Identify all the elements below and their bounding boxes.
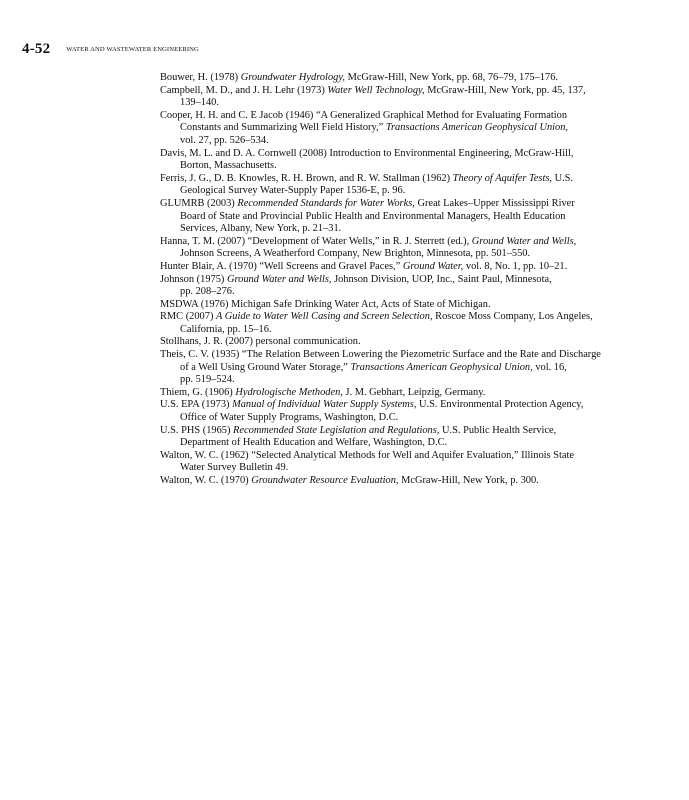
reference-text: Geological Survey Water-Supply Paper 1536-E, p. 96. bbox=[180, 185, 406, 197]
reference-text: Cooper, H. H. and C. E Jacob (1946) “A Generalized Graphical Method for Evaluating Formation bbox=[160, 109, 568, 121]
reference-text: GLUMRB (2003) bbox=[160, 197, 238, 209]
reference-text: MSDWA (1976) Michigan Safe Drinking Water Act, Acts of State of Michigan. bbox=[160, 298, 491, 310]
reference-entry bbox=[160, 261, 640, 274]
reference-text: pp. 519–524. bbox=[180, 374, 235, 386]
reference-text: McGraw-Hill, New York, pp. 45, 137, bbox=[424, 84, 586, 96]
reference-entry bbox=[160, 387, 640, 400]
reference-text: Davis, M. L. and D. A. Cornwell (2008) Introduction to Environmental Engineering, McGraw-Hill, bbox=[160, 147, 574, 159]
reference-entry bbox=[160, 450, 640, 475]
reference-text: McGraw-Hill, New York, p. 300. bbox=[398, 475, 539, 486]
reference-title: Transactions American Geophysical Union, bbox=[385, 122, 569, 134]
reference-title: Ground Water and Wells, bbox=[226, 273, 332, 285]
reference-entry bbox=[160, 236, 640, 261]
reference-entry bbox=[160, 110, 640, 148]
reference-title: Manual of Individual Water Supply Systems, bbox=[232, 399, 417, 411]
reference-text: U.S. bbox=[551, 172, 574, 184]
reference-text: J. M. Gebhart, Leipzig, Germany. bbox=[342, 386, 486, 398]
reference-text: Thiem, G. (1906) bbox=[160, 386, 236, 398]
reference-text: vol. 27, pp. 526–534. bbox=[180, 134, 269, 146]
reference-text: Johnson Screens, A Weatherford Company, New Brighton, Minnesota, pp. 501–550. bbox=[180, 248, 531, 260]
running-head: WATER AND WASTEWATER ENGINEERING bbox=[66, 46, 199, 53]
reference-entry bbox=[160, 274, 640, 299]
reference-entry bbox=[160, 198, 640, 236]
reference-text: Department of Health Education and Welfare, Washington, D.C. bbox=[180, 437, 448, 449]
reference-entry bbox=[160, 311, 640, 336]
reference-entry bbox=[160, 349, 640, 387]
reference-text: Services, Albany, New York, p. 21–31. bbox=[180, 223, 342, 235]
reference-title: Hydrologische Methoden, bbox=[235, 386, 343, 398]
page-header bbox=[22, 40, 199, 58]
reference-text: Stollhans, J. R. (2007) personal communication. bbox=[160, 336, 361, 348]
reference-text: Board of State and Provincial Public Health and Environmental Managers, Health Education bbox=[180, 210, 566, 222]
reference-title: A Guide to Water Well Casing and Screen Selection, bbox=[216, 311, 433, 323]
reference-title: Recommended Standards for Water Works, bbox=[237, 197, 415, 209]
reference-text: McGraw-Hill, New York, pp. 68, 76–79, 175–176. bbox=[344, 72, 558, 83]
reference-text: Bouwer, H. (1978) bbox=[160, 72, 241, 83]
reference-text: vol. 16, bbox=[532, 361, 567, 373]
reference-text: Hanna, T. M. (2007) “Development of Water Wells,” in R. J. Sterrett (ed.), bbox=[160, 235, 472, 247]
reference-text: of a Well Using Ground Water Storage,” bbox=[180, 361, 351, 373]
reference-text: U.S. Environmental Protection Agency, bbox=[416, 399, 584, 411]
reference-text: Hunter Blair, A. (1970) “Well Screens and Gravel Paces,” bbox=[160, 260, 403, 272]
reference-entry bbox=[160, 475, 640, 488]
reference-title: Theory of Aquifer Tests, bbox=[452, 172, 552, 184]
reference-text: Constants and Summarizing Well Field History,” bbox=[180, 122, 386, 134]
reference-title: Ground Water, bbox=[402, 260, 464, 272]
reference-text: Office of Water Supply Programs, Washington, D.C. bbox=[180, 412, 399, 424]
reference-text: Borton, Massachusetts. bbox=[180, 160, 277, 172]
reference-text: U.S. EPA (1973) bbox=[160, 399, 233, 411]
reference-entry bbox=[160, 173, 640, 198]
reference-text: U.S. PHS (1965) bbox=[160, 424, 234, 436]
reference-text: Campbell, M. D., and J. H. Lehr (1973) bbox=[160, 84, 328, 96]
reference-title: Transactions American Geophysical Union, bbox=[350, 361, 533, 373]
reference-text: Ferris, J. G., D. B. Knowles, R. H. Brown, and R. W. Stallman (1962) bbox=[160, 172, 453, 184]
reference-text: RMC (2007) bbox=[160, 311, 216, 323]
reference-text: 139–140. bbox=[180, 97, 219, 109]
reference-entry bbox=[160, 425, 640, 450]
reference-text: Johnson Division, UOP, Inc., Saint Paul, Minnesota, bbox=[331, 273, 552, 285]
reference-title: Groundwater Hydrology, bbox=[240, 72, 345, 83]
reference-text: Great Lakes–Upper Mississippi River bbox=[414, 197, 575, 209]
reference-text: California, pp. 15–16. bbox=[180, 323, 272, 335]
reference-text: Roscoe Moss Company, Los Angeles, bbox=[432, 311, 593, 323]
reference-title: Groundwater Resource Evaluation, bbox=[251, 475, 399, 486]
reference-title: Recommended State Legislation and Regulations, bbox=[233, 424, 440, 436]
reference-title: Water Well Technology, bbox=[327, 84, 425, 96]
reference-text: U.S. Public Health Service, bbox=[439, 424, 557, 436]
reference-entry bbox=[160, 299, 640, 312]
reference-entry bbox=[160, 85, 640, 110]
reference-list bbox=[160, 72, 640, 488]
page-number: 4-52 bbox=[22, 41, 51, 57]
reference-entry bbox=[160, 148, 640, 173]
reference-text: Walton, W. C. (1970) bbox=[160, 475, 252, 486]
reference-text: Walton, W. C. (1962) “Selected Analytical Methods for Well and Aquifer Evaluation,” Illinois State bbox=[160, 449, 574, 461]
reference-entry bbox=[160, 399, 640, 424]
reference-entry bbox=[160, 336, 640, 349]
reference-text: vol. 8, No. 1, pp. 10–21. bbox=[463, 260, 568, 272]
reference-text: Johnson (1975) bbox=[160, 273, 227, 285]
reference-title: Ground Water and Wells, bbox=[471, 235, 577, 247]
reference-entry bbox=[160, 72, 640, 85]
reference-text: Theis, C. V. (1935) “The Relation Between Lowering the Piezometric Surface and the Rate and Discharge bbox=[160, 349, 601, 361]
reference-text: pp. 208–276. bbox=[180, 286, 235, 298]
reference-text: Water Survey Bulletin 49. bbox=[180, 462, 289, 474]
